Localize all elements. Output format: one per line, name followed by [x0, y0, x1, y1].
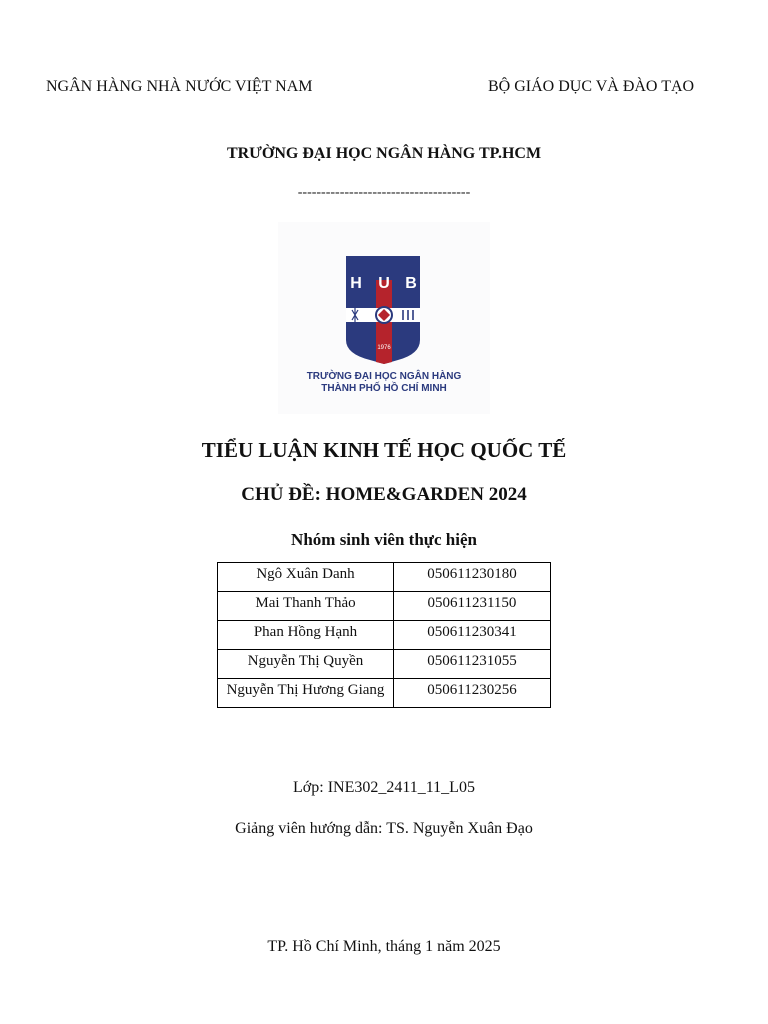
member-name: Phan Hồng Hạnh [218, 621, 394, 650]
logo-letter-h: H [350, 275, 362, 292]
member-name: Ngô Xuân Danh [218, 563, 394, 592]
table-row [218, 592, 551, 621]
member-name: Mai Thanh Thảo [218, 592, 394, 621]
teacher-line: Giảng viên hướng dẫn: TS. Nguyễn Xuân Đạo [235, 820, 533, 837]
members-table [217, 562, 551, 708]
report-title: TIỂU LUẬN KINH TẾ HỌC QUỐC TẾ [201, 438, 567, 462]
header-right-ministry: BỘ GIÁO DỤC VÀ ĐÀO TẠO [488, 78, 695, 95]
table-row [218, 621, 551, 650]
table-row [218, 650, 551, 679]
logo-caption-line2: THÀNH PHỐ HỒ CHÍ MINH [321, 383, 447, 394]
group-heading: Nhóm sinh viên thực hiện [291, 530, 477, 549]
school-name: TRƯỜNG ĐẠI HỌC NGÂN HÀNG TP.HCM [226, 145, 542, 162]
university-logo [278, 222, 490, 414]
member-id: 050611230256 [394, 679, 551, 708]
member-id: 050611230180 [394, 563, 551, 592]
member-name: Nguyễn Thị Quyền [218, 650, 394, 679]
member-id: 050611230341 [394, 621, 551, 650]
footer-place-date: TP. Hồ Chí Minh, tháng 1 năm 2025 [267, 938, 501, 955]
table-row [218, 679, 551, 708]
member-id: 050611231150 [394, 592, 551, 621]
member-name: Nguyễn Thị Hương Giang [218, 679, 394, 708]
logo-letter-b: B [405, 275, 417, 292]
class-line: Lớp: INE302_2411_11_L05 [293, 779, 475, 796]
member-id: 050611231055 [394, 650, 551, 679]
logo-year: 1976 [377, 345, 391, 351]
table-row [218, 563, 551, 592]
divider-line: ------------------------------------- [297, 185, 471, 200]
logo-letter-u: U [378, 275, 390, 292]
header-left-agency: NGÂN HÀNG NHÀ NƯỚC VIỆT NAM [46, 78, 313, 95]
hub-logo-icon [278, 222, 490, 414]
logo-caption-line1: TRƯỜNG ĐẠI HỌC NGÂN HÀNG [306, 371, 462, 382]
report-topic: CHỦ ĐỀ: HOME&GARDEN 2024 [241, 484, 527, 505]
